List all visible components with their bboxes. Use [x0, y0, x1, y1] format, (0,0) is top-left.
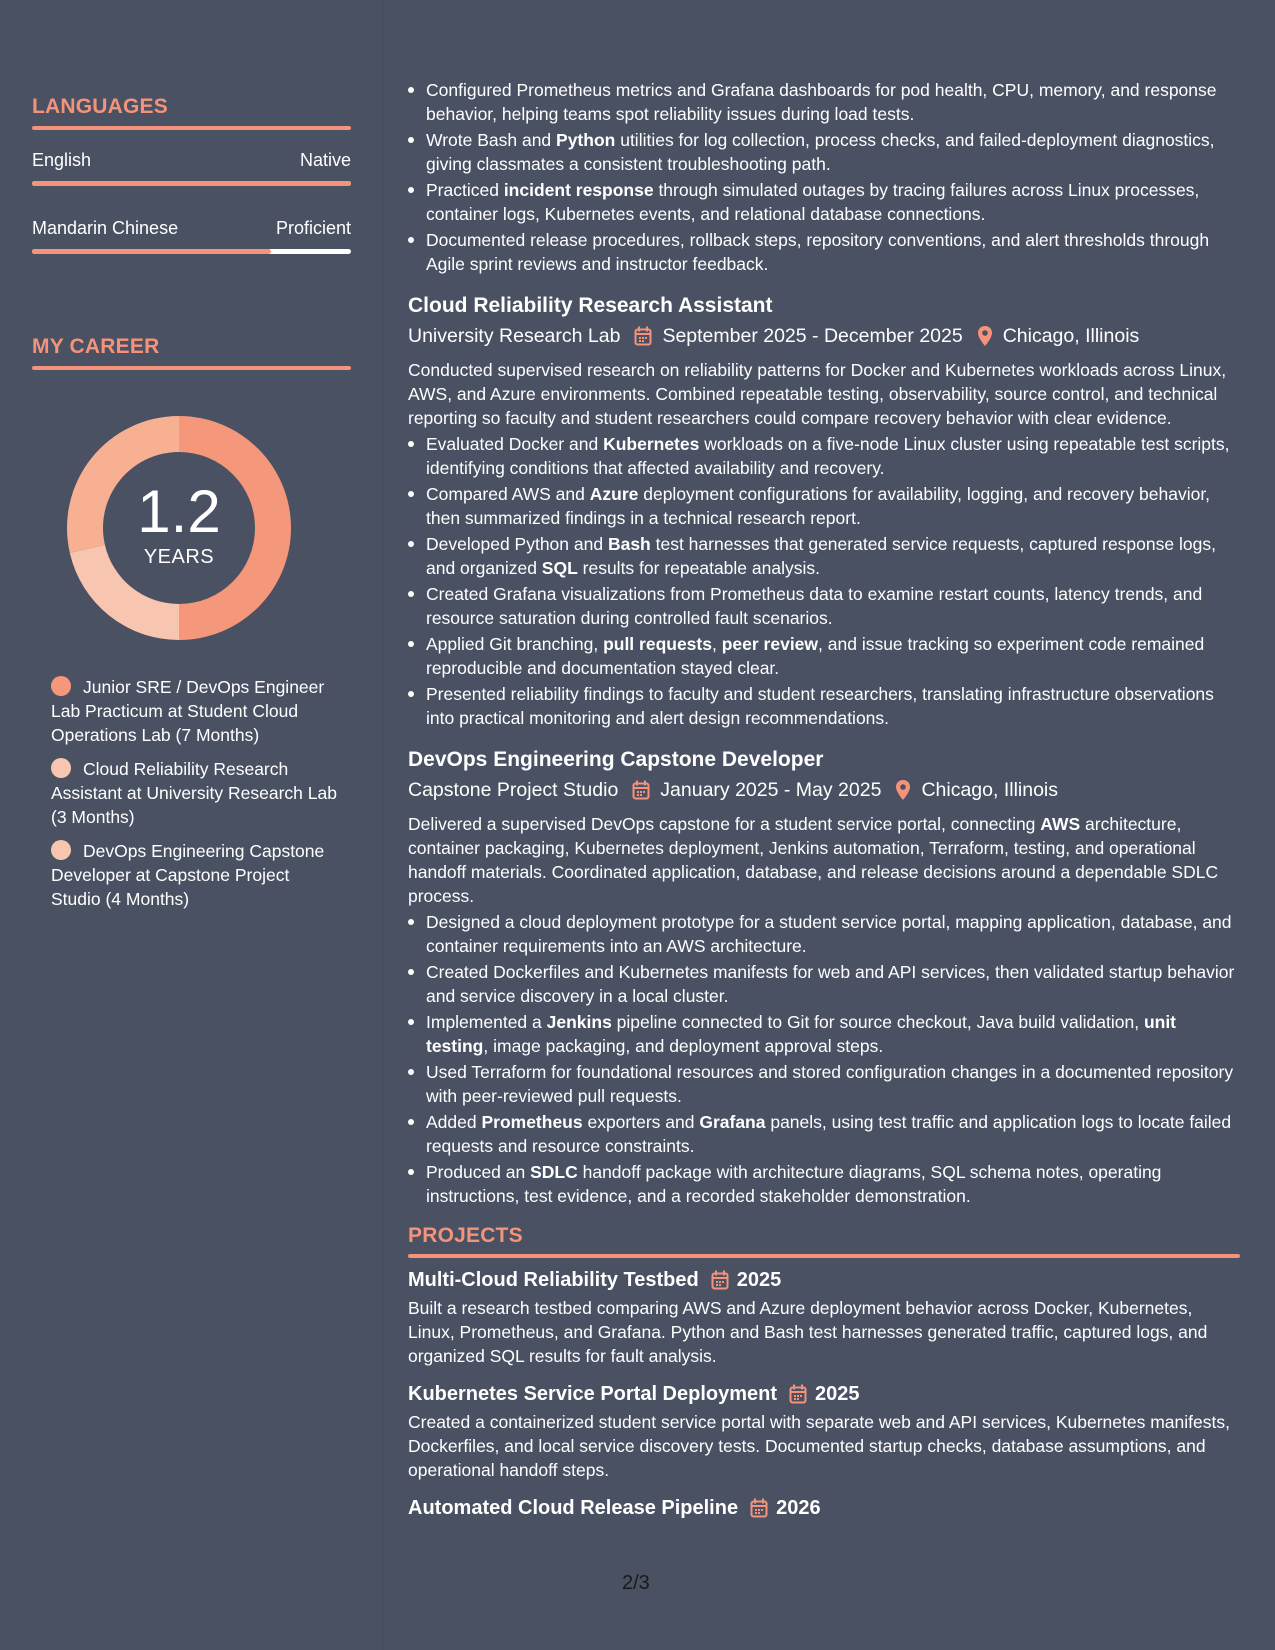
bullet-item: Documented release procedures, rollback steps, repository conventions, and alert thresholds through Agile sprint reviews and instructor feedback.	[408, 228, 1240, 276]
languages-section	[32, 95, 351, 254]
job-meta	[408, 322, 1240, 350]
language-item	[32, 218, 351, 254]
language-name: English	[32, 150, 92, 170]
job-bullet-list	[408, 910, 1240, 1208]
job-company: Capstone Project Studio	[408, 779, 619, 801]
bullet-item: Added Prometheus exporters and Grafana panels, using test traffic and application logs to locate failed requests and resource constraints.	[408, 1110, 1240, 1158]
calendar-icon	[711, 1270, 729, 1290]
bullet-item: Compared AWS and Azure deployment configurations for availability, logging, and recovery behavior, then summarized findings in a technical research report.	[408, 482, 1240, 530]
page-number: 2/3	[622, 1572, 650, 1594]
legend-dot	[51, 758, 71, 778]
project-header	[408, 1494, 1240, 1522]
job-location: Chicago, Illinois	[921, 779, 1059, 801]
bullet-item: Evaluated Docker and Kubernetes workloads on a five-node Linux cluster using repeatable test scripts, identifying conditions that affected availability and recovery.	[408, 432, 1240, 480]
project-year: 2026	[776, 1497, 821, 1519]
job-summary: Delivered a supervised DevOps capstone for a student service portal, connecting AWS architecture, container packaging, Kubernetes deployment, Jenkins automation, Terraform, testing, and operational handoff materials. Coordinated application, database, and release decisions around a dependable SDLC process.	[408, 814, 1219, 906]
project-year: 2025	[736, 1269, 782, 1291]
bullet-item: Created Grafana visualizations from Prometheus data to examine restart counts, latency trends, and resource saturation during controlled fault scenarios.	[408, 582, 1240, 630]
section-rule	[408, 1254, 1240, 1258]
legend-label: Cloud Reliability Research Assistant at University Research Lab (3 Months)	[51, 759, 337, 827]
project-name: Multi-Cloud Reliability Testbed	[408, 1269, 699, 1291]
bullet-item: Implemented a Jenkins pipeline connected to Git for source checkout, Java build validation, unit testing, image packaging, and deployment approval steps.	[408, 1010, 1240, 1058]
legend-dot	[51, 840, 71, 860]
calendar-icon	[634, 326, 652, 346]
job-company: University Research Lab	[408, 325, 621, 347]
bullet-item: Applied Git branching, pull requests, peer review, and issue tracking so experiment code remained reproducible and documentation stayed clear.	[408, 632, 1240, 680]
project-description: Created a containerized student service portal with separate web and API services, Kubernetes manifests, Dockerfiles, and local service discovery tests. Documented startup checks, database assumptions, and operational handoff steps.	[408, 1412, 1230, 1480]
project-item	[408, 1494, 1240, 1522]
project-name: Kubernetes Service Portal Deployment	[408, 1383, 778, 1405]
bullet-item: Configured Prometheus metrics and Grafana dashboards for pod health, CPU, memory, and response behavior, helping teams spot reliability issues during load tests.	[408, 78, 1240, 126]
bullet-item: Wrote Bash and Python utilities for log collection, process checks, and failed-deployment diagnostics, giving classmates a consistent troubleshooting path.	[408, 128, 1240, 176]
language-level-bar	[32, 181, 351, 186]
sidebar	[0, 0, 383, 1650]
job-meta	[408, 776, 1240, 804]
calendar-icon	[632, 780, 650, 800]
bullet-item: Created Dockerfiles and Kubernetes manifests for web and API services, then validated startup behavior and service discovery in a local cluster.	[408, 960, 1240, 1008]
career-legend-item	[51, 839, 341, 911]
language-level-bar	[32, 249, 351, 254]
intro-bullet-list	[408, 78, 1240, 276]
job-entry	[408, 746, 1240, 1208]
language-name: Mandarin Chinese	[32, 218, 179, 238]
bullet-item: Designed a cloud deployment prototype for a student service portal, mapping application, database, and container requirements into an AWS architecture.	[408, 910, 1240, 958]
project-header	[408, 1266, 1240, 1294]
bullet-item: Produced an SDLC handoff package with architecture diagrams, SQL schema notes, operating instructions, test evidence, and a recorded stakeholder demonstration.	[408, 1160, 1240, 1208]
project-header	[408, 1380, 1240, 1408]
section-rule	[32, 366, 351, 370]
project-name: Automated Cloud Release Pipeline	[408, 1497, 739, 1519]
project-year: 2025	[815, 1383, 860, 1405]
language-level: Proficient	[275, 218, 351, 238]
project-item	[408, 1380, 1240, 1482]
project-item	[408, 1266, 1240, 1368]
job-title: DevOps Engineering Capstone Developer	[408, 748, 824, 771]
languages-title: LANGUAGES	[32, 95, 168, 118]
language-item	[32, 150, 351, 186]
calendar-icon	[750, 1498, 768, 1518]
job-location: Chicago, Illinois	[1002, 325, 1140, 347]
career-legend-item	[51, 757, 341, 829]
language-level: Native	[299, 150, 351, 170]
job-summary: Conducted supervised research on reliability patterns for Docker and Kubernetes workloads across Linux, AWS, and Azure environments. Combined repeatable testing, observability, source control, and technical reporting so faculty and student researchers could compare recovery behavior with clear evidence.	[408, 360, 1227, 428]
job-bullet-list	[408, 432, 1240, 730]
bullet-item: Presented reliability findings to faculty and student researchers, translating infrastructure observations into practical monitoring and alert design recommendations.	[408, 682, 1240, 730]
legend-dot	[51, 676, 71, 696]
career-total-unit: YEARS	[143, 545, 215, 568]
job-dates: September 2025 - December 2025	[662, 325, 963, 347]
job-dates: January 2025 - May 2025	[660, 779, 882, 801]
career-section	[32, 335, 351, 370]
career-total-value: 1.2	[137, 477, 221, 545]
projects-title: PROJECTS	[408, 1224, 523, 1247]
legend-label: Junior SRE / DevOps Engineer Lab Practicum at Student Cloud Operations Lab (7 Months)	[51, 677, 325, 745]
projects-section	[408, 1224, 1240, 1522]
job-title: Cloud Reliability Research Assistant	[408, 294, 773, 317]
job-entry	[408, 292, 1240, 730]
main-content	[408, 78, 1240, 1522]
career-legend	[51, 675, 341, 921]
map-pin-icon	[977, 325, 993, 347]
language-level-fill	[32, 249, 271, 254]
calendar-icon	[789, 1384, 807, 1404]
career-title: MY CAREER	[32, 335, 160, 358]
career-total	[66, 415, 292, 641]
section-rule	[32, 126, 351, 130]
bullet-item: Practiced incident response through simulated outages by tracing failures across Linux processes, container logs, Kubernetes events, and relational database connections.	[408, 178, 1240, 226]
map-pin-icon	[895, 779, 911, 801]
bullet-item: Used Terraform for foundational resources and stored configuration changes in a documented repository with peer-reviewed pull requests.	[408, 1060, 1240, 1108]
career-legend-item	[51, 675, 341, 747]
legend-label: DevOps Engineering Capstone Developer at Capstone Project Studio (4 Months)	[51, 841, 325, 909]
language-level-fill	[32, 181, 351, 186]
project-description: Built a research testbed comparing AWS and Azure deployment behavior across Docker, Kubernetes, Linux, Prometheus, and Grafana. Python and Bash test harnesses generated traffic, captured logs, and organized SQL results for fault analysis.	[408, 1298, 1208, 1366]
bullet-item: Developed Python and Bash test harnesses that generated service requests, captured response logs, and organized SQL results for repeatable analysis.	[408, 532, 1240, 580]
